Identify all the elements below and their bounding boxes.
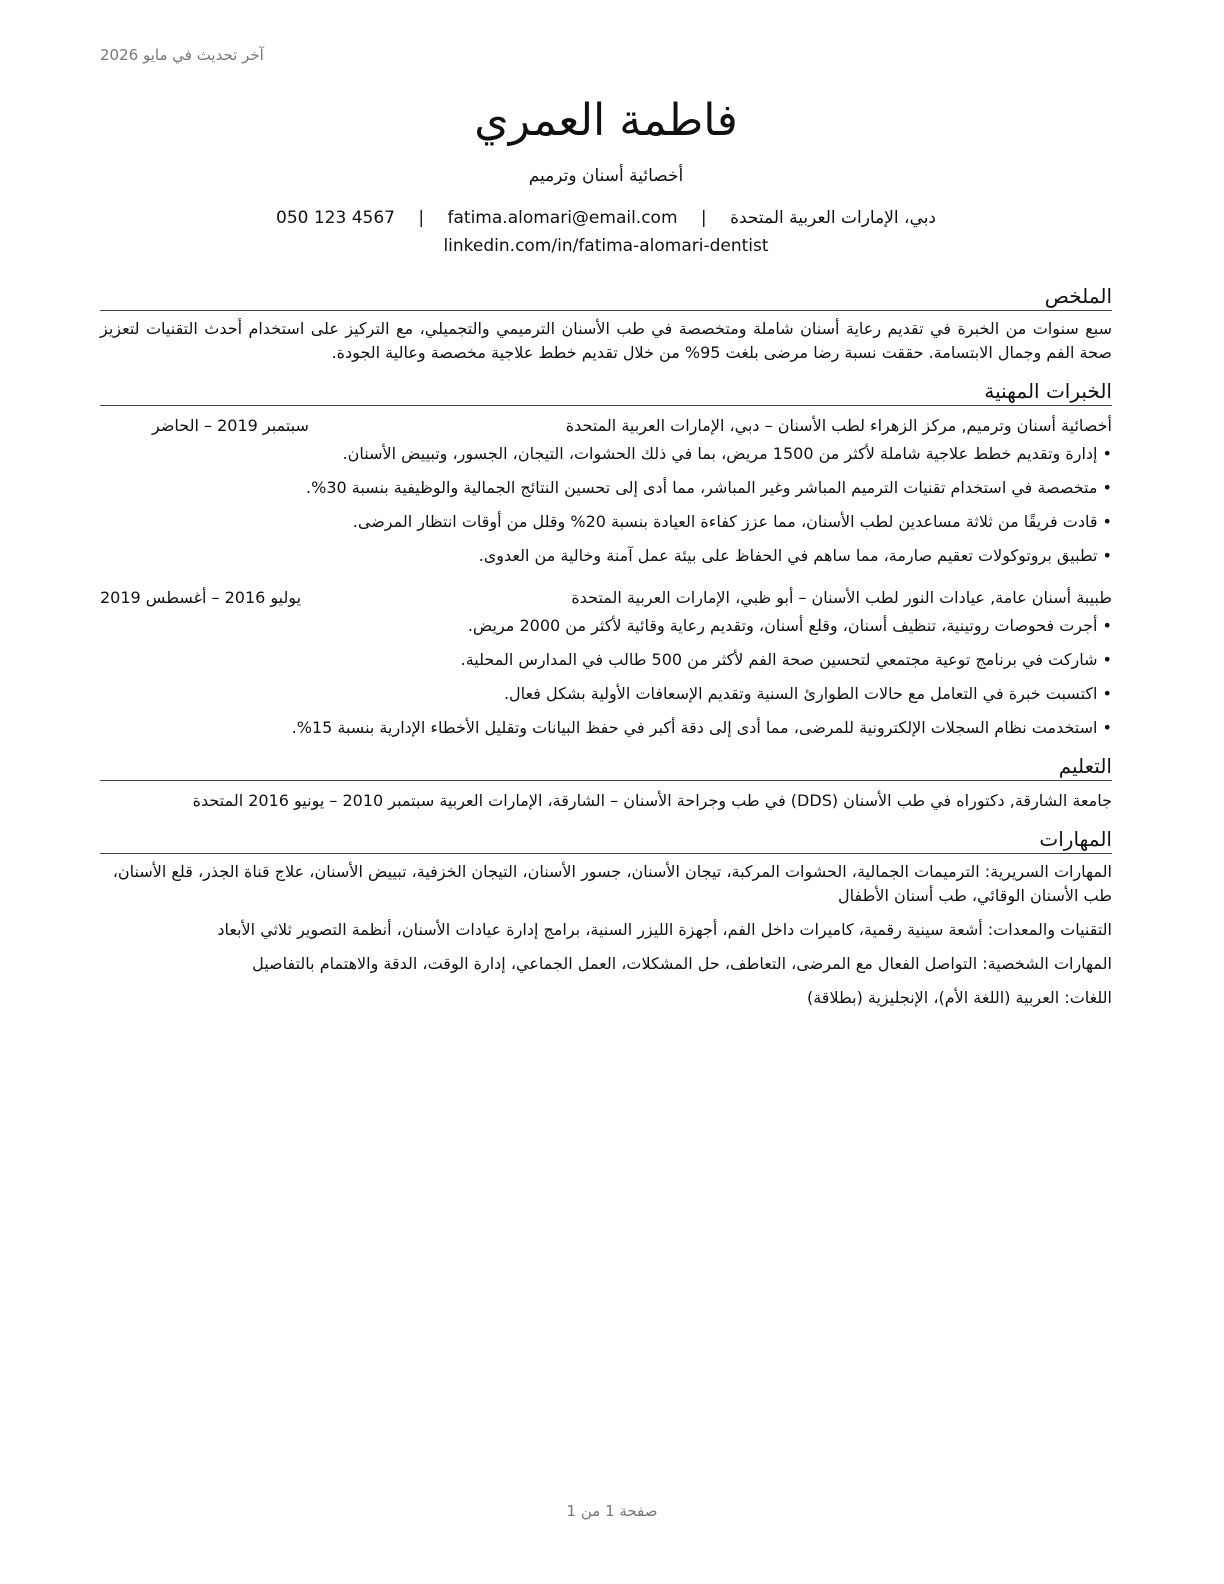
education-heading: التعليم [100,754,1112,781]
job-role-company: أخصائية أسنان وترميم, مركز الزهراء لطب الأسنان – دبي، الإمارات العربية المتحدة [565,416,1112,435]
job-bullet: • متخصصة في استخدام تقنيات الترميم المباشر وغير المباشر، مما أدى إلى تحسين النتائج الجمالية والوظيفية بنسبة 30%. [100,476,1112,500]
job-bullet: • استخدمت نظام السجلات الإلكترونية للمرضى، مما أدى إلى دقة أكبر في حفظ البيانات وتقليل الأخطاء الإدارية بنسبة 15%. [100,716,1112,740]
job-entry [100,414,1112,568]
job-entry [100,586,1112,740]
contact-phone: 050 123 4567 [276,208,395,228]
job-header [100,586,1112,610]
job-dates: سبتمبر 2019 – الحاضر [152,416,309,435]
skill-line: اللغات: العربية (اللغة الأم)، الإنجليزية (بطلاقة) [806,988,1112,1007]
summary-heading: الملخص [100,284,1112,311]
skill-line: التقنيات والمعدات: أشعة سينية رقمية، كاميرات داخل الفم، أجهزة الليزر السنية، برامج إدارة عيادات الأسنان، أنظمة التصوير ثلاثي الأبعاد [217,920,1112,939]
job-bullets [100,442,1112,568]
last-updated-note: آخر تحديث في مايو 2026 [100,46,264,64]
job-bullet: • إدارة وتقديم خطط علاجية شاملة لأكثر من 1500 مريض، بما في ذلك الحشوات، التيجان، الجسور، وتبييض الأسنان. [100,442,1112,466]
skill-line: المهارات السريرية: الترميمات الجمالية، الحشوات المركبة، تيجان الأسنان، جسور الأسنان، التيجان الخزفية، تبييض الأسنان، علاج قناة الجذر، قلع الأسنان، طب الأسنان الوقائي، طب أسنان الأطفال [112,862,1112,905]
education-entry: جامعة الشارقة, دكتوراه في طب الأسنان (DDS) في طب وجراحة الأسنان – الشارقة، الإمارات العربية سبتمبر 2010 – يونيو 2016 المتحدة [192,791,1112,810]
contact-email[interactable]: fatima.alomari@email.com [447,208,678,228]
job-bullet: • شاركت في برنامج توعية مجتمعي لتحسين صحة الفم لأكثر من 500 طالب في المدارس المحلية. [100,648,1112,672]
job-role-company: طبيبة أسنان عامة, عيادات النور لطب الأسنان – أبو ظبي، الإمارات العربية المتحدة [571,588,1112,607]
job-bullet: • أجرت فحوصات روتينية، تنظيف أسنان، وقلع أسنان، وتقديم رعاية وقائية لأكثر من 2000 مريض. [100,614,1112,638]
job-header [100,414,1112,438]
contact-location: دبي، الإمارات العربية المتحدة [730,208,936,228]
candidate-title: أخصائية أسنان وترميم [528,166,684,186]
job-bullet: • قادت فريقًا من ثلاثة مساعدين لطب الأسنان، مما عزز كفاءة العيادة بنسبة 20% وقلل من أوقات انتظار المرضى. [100,510,1112,534]
job-bullets [100,614,1112,740]
skills-heading: المهارات [100,827,1112,854]
experience-heading: الخبرات المهنية [100,379,1112,406]
contact-separator: | [418,208,425,228]
resume-page [100,90,1112,1010]
candidate-name: فاطمة العمري [474,95,738,146]
summary-text: سبع سنوات من الخبرة في تقديم رعاية أسنان شاملة ومتخصصة في طب الأسنان الترميمي والتجميلي، مع التركيز على استخدام أحدث التقنيات لتعزيز صحة الفم وجمال الابتسامة. حققت نسبة رضا مرضى بلغت 95% من خلال تقديم خطط علاجية مخصصة وعالية الجودة. [100,319,1112,362]
contact-separator: | [700,208,707,228]
job-bullet: • اكتسبت خبرة في التعامل مع حالات الطوارئ السنية وتقديم الإسعافات الأولية بشكل فعال. [100,682,1112,706]
skill-line: المهارات الشخصية: التواصل الفعال مع المرضى، التعاطف، حل المشكلات، العمل الجماعي، إدارة الوقت، الدقة والاهتمام بالتفاصيل [252,954,1112,973]
job-bullet: • تطبيق بروتوكولات تعقيم صارمة، مما ساهم في الحفاظ على بيئة عمل آمنة وخالية من العدوى. [100,544,1112,568]
job-dates: يوليو 2016 – أغسطس 2019 [100,588,302,607]
page-number: صفحة 1 من 1 [566,1502,658,1520]
contact-line [100,208,1112,228]
linkedin-link[interactable]: linkedin.com/in/fatima-alomari-dentist [443,236,769,256]
